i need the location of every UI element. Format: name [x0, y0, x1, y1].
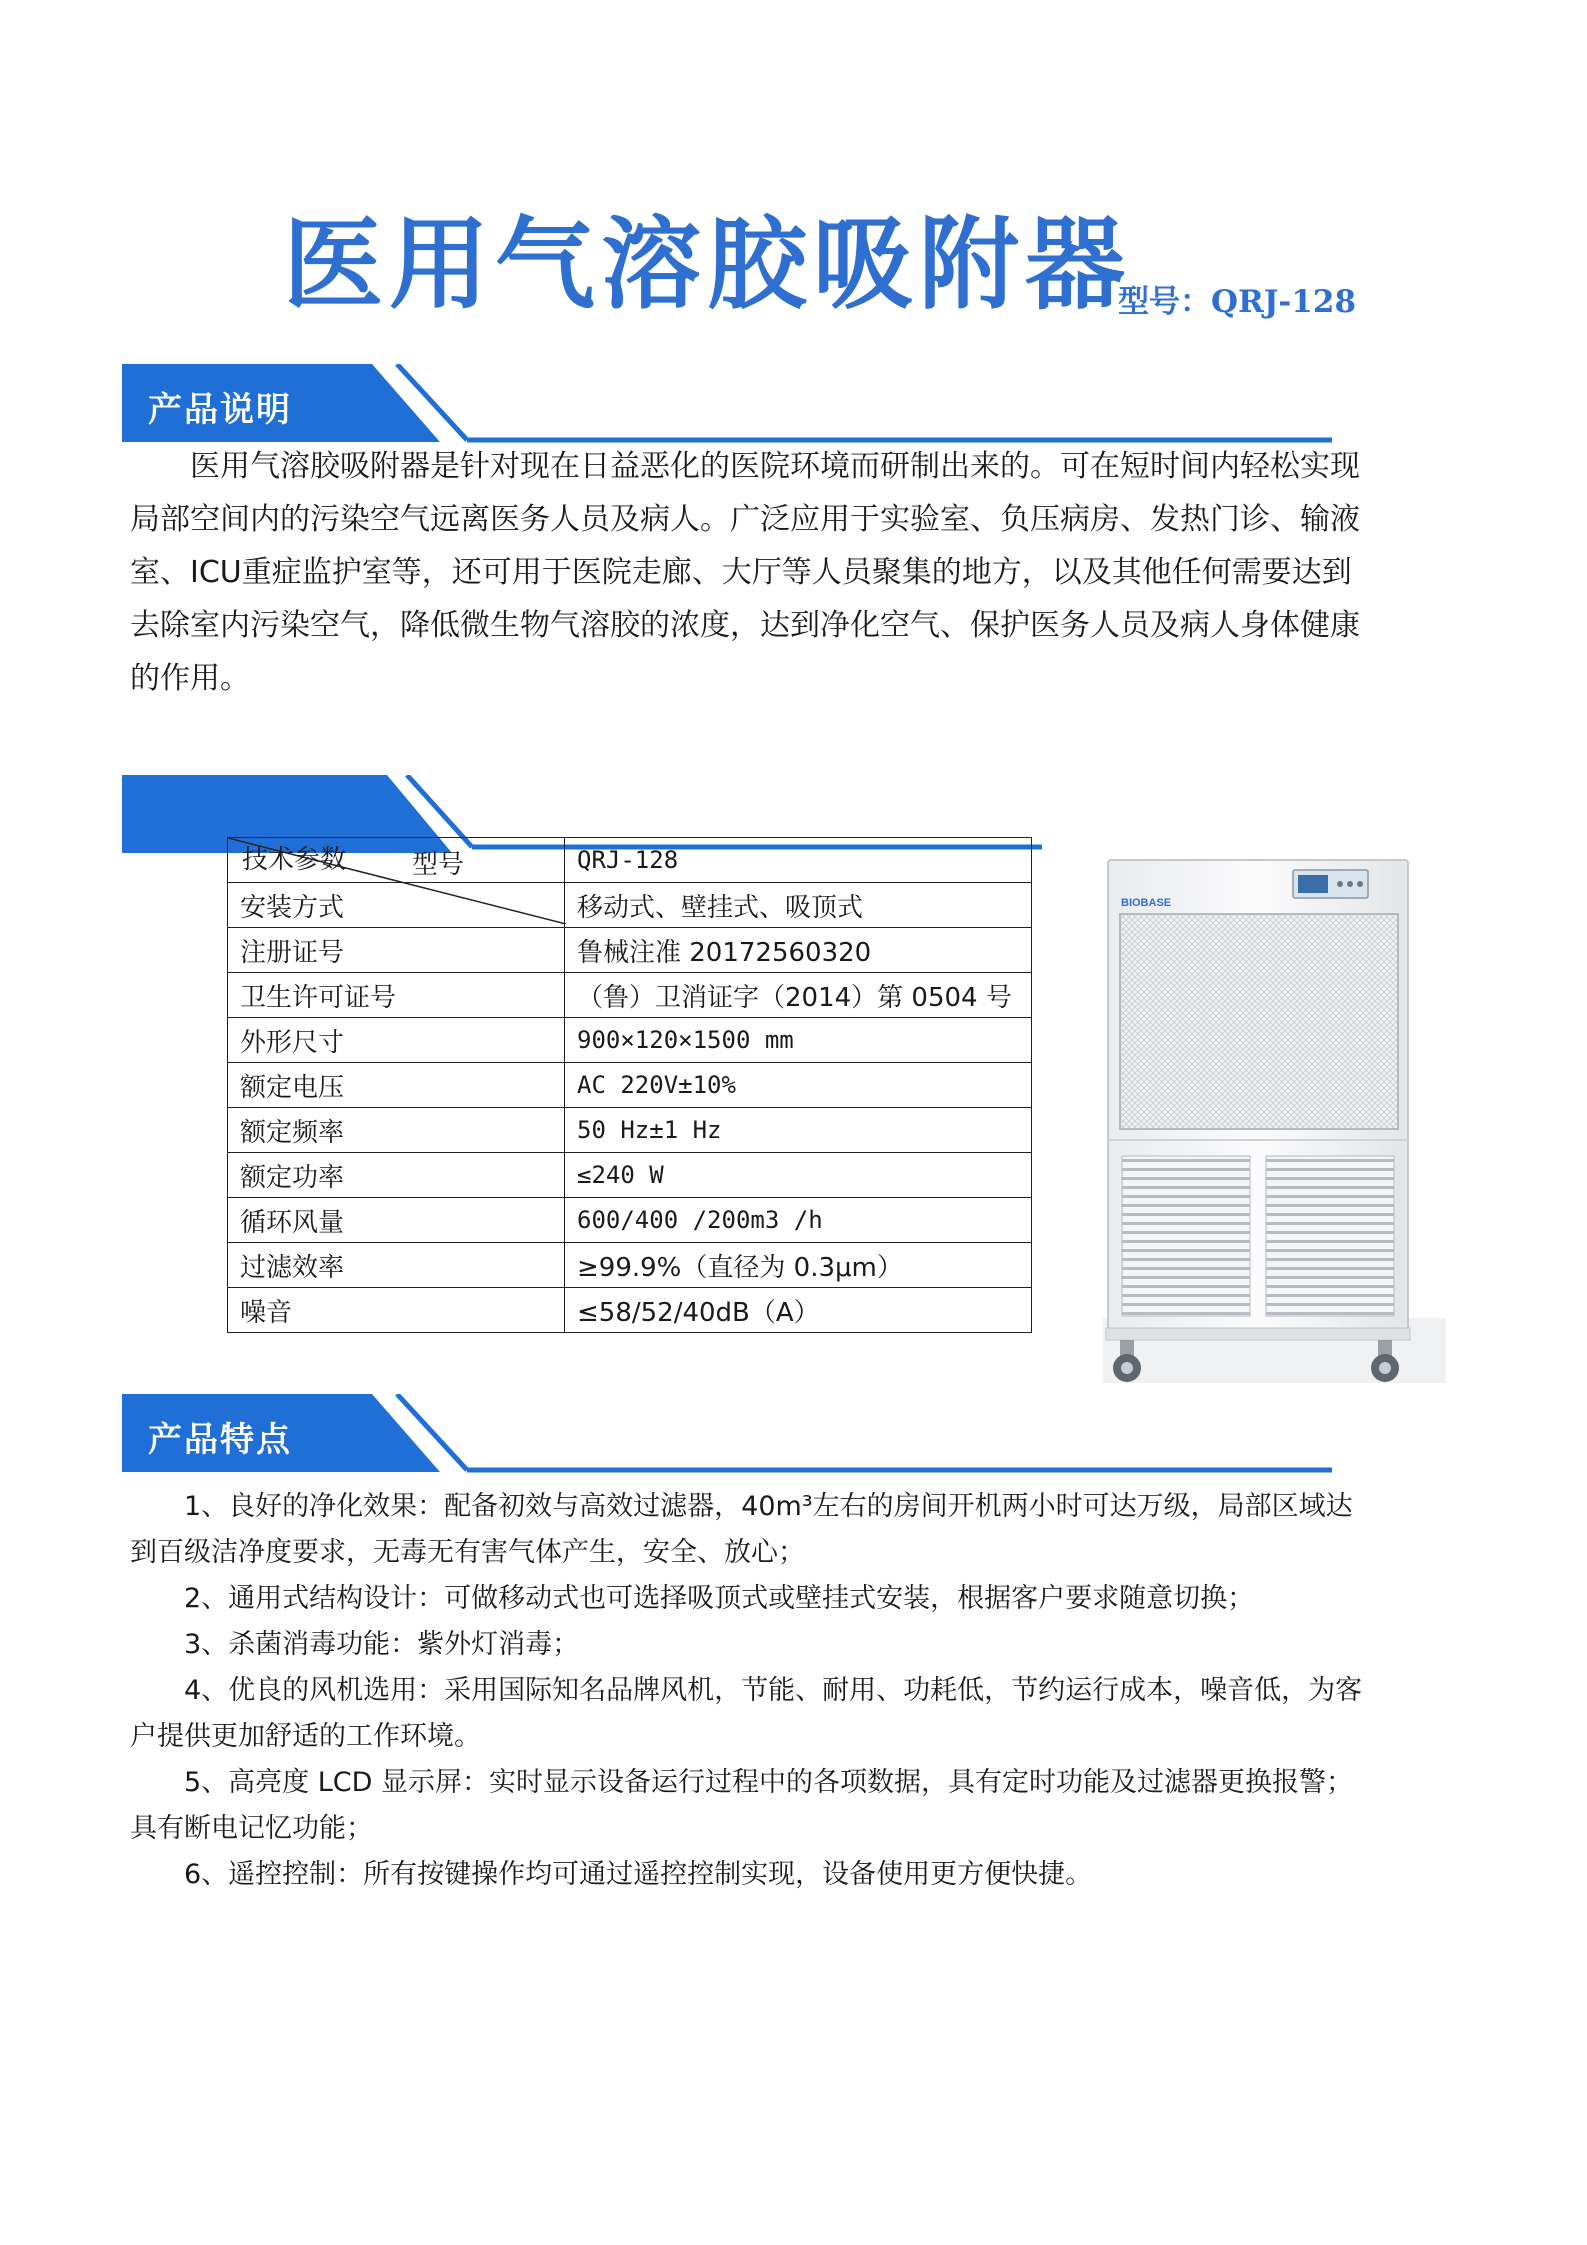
row-label: 额定电压: [228, 1063, 565, 1108]
corner-bottom-label: 技术参数: [242, 845, 347, 875]
row-label: 卫生许可证号: [228, 973, 565, 1018]
row-label: 安装方式: [228, 883, 565, 928]
description-paragraph: 医用气溶胶吸附器是针对现在日益恶化的医院环境而研制出来的。可在短时间内轻松实现局部空间内的污染空气远离医务人员及病人。广泛应用于实验室、负压病房、发热门诊、输液室、ICU重症监护室等，还可用于医院走廊、大厅等人员聚集的地方，以及其他任何需要达到去除室内污染空气，降低微生物气溶胶的浓度，达到净化空气、保护医务人员及病人身体健康的作用。: [130, 449, 1360, 696]
row-value: AC 220V±10%: [565, 1063, 1032, 1108]
table-row: [228, 1243, 1032, 1288]
features-list: [130, 1484, 1370, 1898]
feature-item: 3、杀菌消毒功能：紫外灯消毒；: [184, 1629, 580, 1660]
row-value: （鲁）卫消证字（2014）第 0504 号: [565, 973, 1032, 1018]
row-label: 外形尺寸: [228, 1018, 565, 1063]
model-value: QRJ-128: [565, 838, 1032, 883]
table-row: [228, 1063, 1032, 1108]
feature-item: 6、遥控控制：所有按键操作均可通过遥控控制实现，设备使用更方便快捷。: [184, 1859, 1093, 1890]
air-purifier-illustration: [1048, 848, 1446, 1408]
feature-item: 4、优良的风机选用：采用国际知名品牌风机，节能、耐用、功耗低，节约运行成本，噪音低，为客户提供更加舒适的工作环境。: [130, 1675, 1363, 1752]
row-value: 600/400 /200m3 /h: [565, 1198, 1032, 1243]
row-label: 过滤效率: [228, 1243, 565, 1288]
table-row: [228, 928, 1032, 973]
brand-logo: BIOBASE: [1121, 897, 1172, 909]
row-label: 额定频率: [228, 1108, 565, 1153]
table-row: [228, 1198, 1032, 1243]
table-row: [228, 1288, 1032, 1333]
row-label: 额定功率: [228, 1153, 565, 1198]
row-value: ≤240 W: [565, 1153, 1032, 1198]
row-label: 噪音: [228, 1288, 565, 1333]
table-row: [228, 973, 1032, 1018]
spec-table: [227, 837, 1032, 1333]
row-value: ≥99.9%（直径为 0.3μm）: [565, 1243, 1032, 1288]
table-row: [228, 1153, 1032, 1198]
row-value: 移动式、壁挂式、吸顶式: [565, 883, 1032, 928]
model-tag: 型号：QRJ-128: [1118, 284, 1357, 320]
row-value: ≤58/52/40dB（A）: [565, 1288, 1032, 1333]
section-heading: 产品特点: [148, 1420, 292, 1460]
table-row: [228, 1018, 1032, 1063]
row-value: 900×120×1500 mm: [565, 1018, 1032, 1063]
feature-item: 5、高亮度 LCD 显示屏：实时显示设备运行过程中的各项数据，具有定时功能及过滤器更换报警；具有断电记忆功能；: [130, 1767, 1354, 1844]
row-value: 鲁械注准 20172560320: [565, 928, 1032, 973]
section-banner-features: [122, 1394, 1342, 1486]
corner-top-label: 型号: [411, 850, 464, 880]
banner-shape: [122, 1394, 1342, 1486]
row-value: 50 Hz±1 Hz: [565, 1108, 1032, 1153]
page-title: 医用气溶胶吸附器: [283, 206, 1131, 323]
table-row: [228, 1108, 1032, 1153]
feature-item: 2、通用式结构设计：可做移动式也可选择吸顶式或壁挂式安装，根据客户要求随意切换；: [184, 1583, 1255, 1614]
row-label: 循环风量: [228, 1198, 565, 1243]
feature-item: 1、良好的净化效果：配备初效与高效过滤器，40m³左右的房间开机两小时可达万级，局部区域达到百级洁净度要求，无毒无有害气体产生，安全、放心；: [130, 1491, 1353, 1568]
row-label: 注册证号: [228, 928, 565, 973]
product-image: [1048, 848, 1446, 1408]
table-corner-cell: [228, 838, 565, 883]
section-heading: 产品说明: [148, 390, 292, 430]
